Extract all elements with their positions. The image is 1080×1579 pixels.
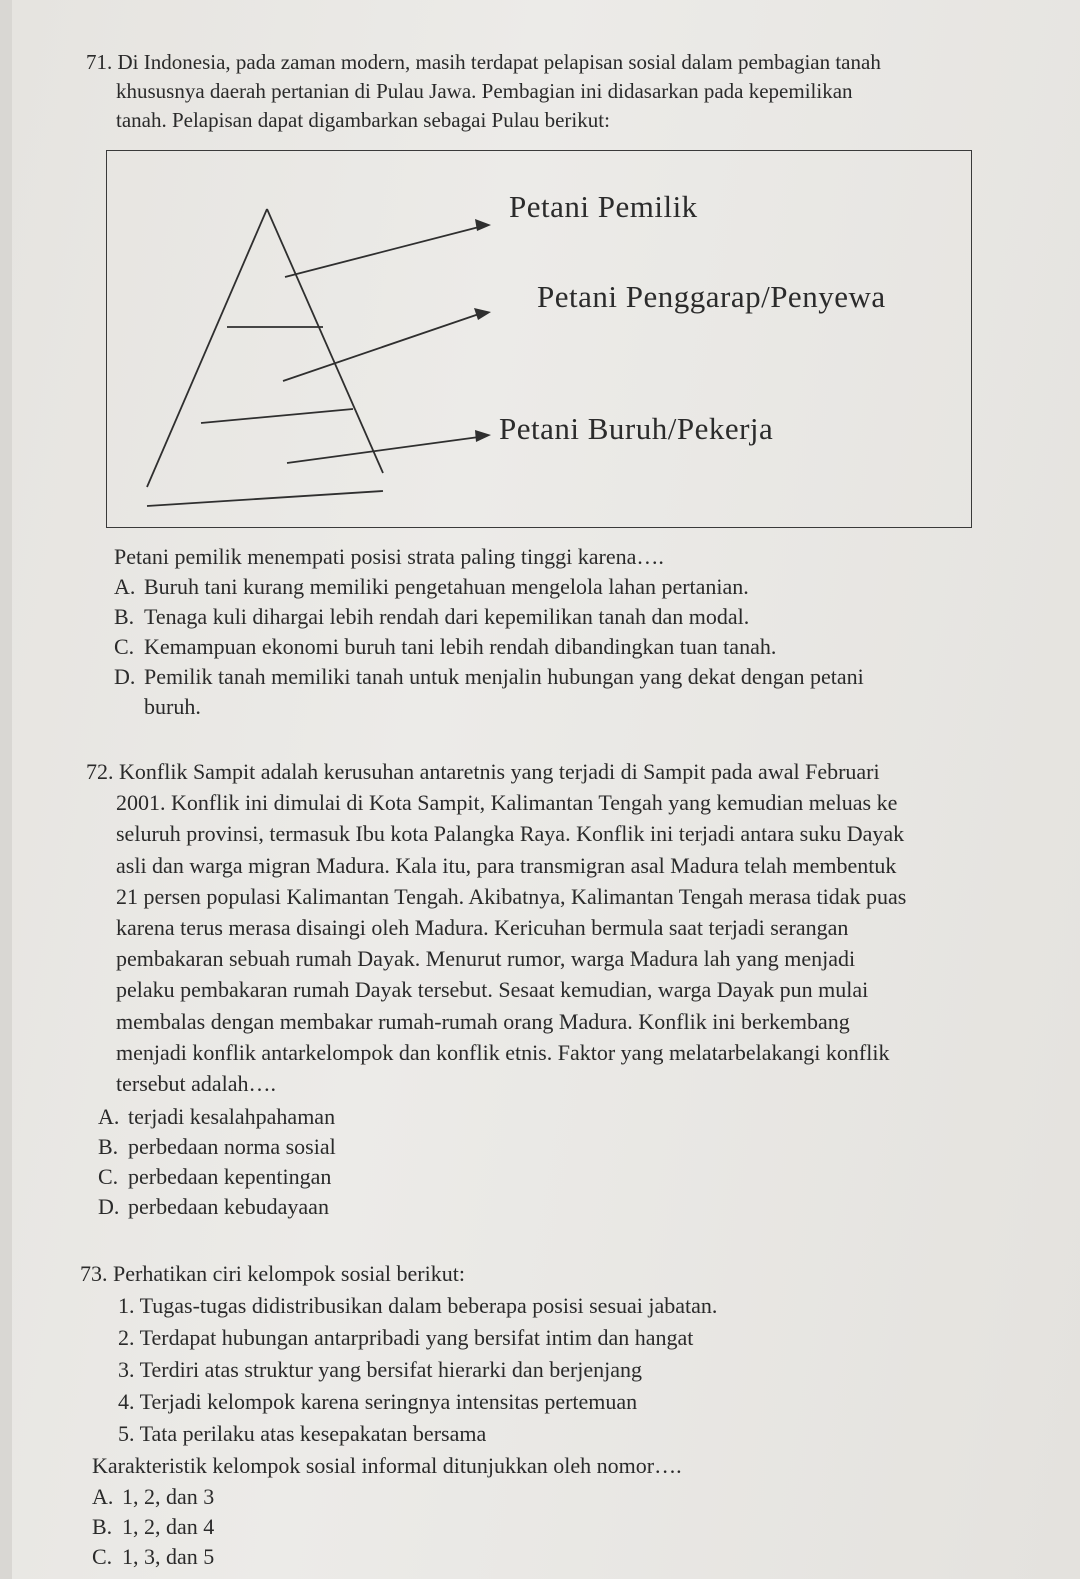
- q72-option-b[interactable]: [98, 1132, 336, 1162]
- q73-option-c[interactable]: [92, 1542, 717, 1572]
- q72-line: 72. Konflik Sampit adalah kerusuhan antaretnis yang terjadi di Sampit pada awal Februari: [86, 759, 880, 784]
- option-text: perbedaan kebudayaan: [128, 1194, 329, 1219]
- option-text: Buruh tani kurang memiliki pengetahuan mengelola lahan pertanian.: [144, 574, 749, 599]
- option-text: Kemampuan ekonomi buruh tani lebih rendah dibandingkan tuan tanah.: [144, 634, 777, 659]
- q71-stem: Petani pemilik menempati posisi strata paling tinggi karena….: [114, 544, 664, 569]
- option-letter: C.: [92, 1544, 113, 1569]
- question-72-passage: [86, 756, 906, 1099]
- q71-option-a[interactable]: [114, 572, 864, 602]
- q72-option-d[interactable]: [98, 1192, 336, 1222]
- q71-option-b[interactable]: [114, 602, 864, 632]
- q71-intro-line: 71. Di Indonesia, pada zaman modern, masih terdapat pelapisan sosial dalam pembagian tanah: [86, 50, 881, 74]
- q73-option-b[interactable]: [92, 1512, 717, 1542]
- layer-divider-lower: [201, 409, 353, 423]
- arrow-line-bottom: [287, 437, 479, 463]
- q73-item: 4. Terjadi kelompok karena seringnya intensitas pertemuan: [118, 1389, 638, 1414]
- arrow-line-middle: [283, 314, 479, 381]
- option-text-continued: buruh.: [144, 694, 201, 719]
- q72-line: 21 persen populasi Kalimantan Tengah. Akibatnya, Kalimantan Tengah merasa tidak puas: [116, 883, 907, 909]
- q72-line: menjadi konflik antarkelompok dan konflik etnis. Faktor yang melatarbelakangi konflik: [116, 1039, 890, 1065]
- pyramid-base: [147, 491, 383, 506]
- option-text: 1, 2, dan 3: [122, 1484, 215, 1509]
- q72-option-a[interactable]: [98, 1102, 336, 1132]
- q71-intro-line: tanah. Pelapisan dapat digambarkan sebagai Pulau berikut:: [116, 108, 610, 132]
- question-71-intro: [86, 48, 881, 135]
- option-text: perbedaan kepentingan: [128, 1164, 332, 1189]
- option-letter: D.: [98, 1194, 120, 1219]
- q72-line: asli dan warga migran Madura. Kala itu, para transmigran asal Madura telah membentuk: [116, 852, 897, 878]
- q71-intro-line: khususnya daerah pertanian di Pulau Jawa. Pembagian ini didasarkan pada kepemilikan: [116, 79, 853, 103]
- q72-line: karena terus merasa disaingi oleh Madura. Kericuhan bermula saat terjadi serangan: [116, 915, 849, 941]
- arrow-line-top: [285, 227, 479, 277]
- q73-item: 3. Terdiri atas struktur yang bersifat hierarki dan berjenjang: [118, 1357, 643, 1382]
- question-72-options: [98, 1102, 336, 1222]
- q72-line: pembakaran sebuah rumah Dayak. Menurut rumor, warga Madura lah yang menjadi: [116, 946, 856, 972]
- option-text: perbedaan norma sosial: [128, 1134, 336, 1159]
- q73-item: 5. Tata perilaku atas kesepakatan bersama: [118, 1421, 487, 1446]
- q72-line: pelaku pembakaran rumah Dayak tersebut. Sesaat kemudian, warga Dayak pun mulai: [116, 977, 869, 1003]
- arrowhead-middle: [474, 308, 491, 320]
- q71-option-c[interactable]: [114, 632, 864, 662]
- option-text: Tenaga kuli dihargai lebih rendah dari kepemilikan tanah dan modal.: [144, 604, 750, 629]
- q73-item: 1. Tugas-tugas didistribusikan dalam beberapa posisi sesuai jabatan.: [118, 1293, 718, 1318]
- option-letter: D.: [114, 664, 136, 689]
- option-letter: C.: [114, 634, 135, 659]
- q73-options: [80, 1482, 717, 1572]
- q73-title: 73. Perhatikan ciri kelompok sosial berikut:: [80, 1261, 465, 1286]
- q72-option-c[interactable]: [98, 1162, 336, 1192]
- option-letter: A.: [98, 1104, 120, 1129]
- option-letter: C.: [98, 1164, 119, 1189]
- level-label-owner: Petani Pemilik: [509, 189, 698, 224]
- question-73: [80, 1258, 717, 1572]
- q73-items: [80, 1290, 717, 1450]
- q72-line: seluruh provinsi, termasuk Ibu kota Palangka Raya. Konflik ini terjadi antara suku Dayak: [116, 821, 905, 847]
- stratification-diagram: [106, 150, 972, 528]
- option-text: terjadi kesalahpahaman: [128, 1104, 336, 1129]
- option-letter: A.: [92, 1484, 114, 1509]
- option-text: Pemilik tanah memiliki tanah untuk menjalin hubungan yang dekat dengan petani: [144, 664, 864, 689]
- q71-option-d[interactable]: [114, 662, 864, 722]
- arrowhead-top: [475, 219, 491, 231]
- q72-line: membalas dengan membakar rumah-rumah orang Madura. Konflik ini berkembang: [116, 1008, 850, 1034]
- question-71-body: [114, 542, 864, 722]
- q73-item: 2. Terdapat hubungan antarpribadi yang bersifat intim dan hangat: [118, 1325, 694, 1350]
- arrowhead-bottom: [475, 430, 491, 442]
- option-letter: B.: [92, 1514, 113, 1539]
- pyramid-right-edge: [267, 209, 383, 473]
- level-label-laborer: Petani Buruh/Pekerja: [499, 411, 774, 446]
- option-letter: B.: [114, 604, 135, 629]
- option-letter: B.: [98, 1134, 119, 1159]
- pyramid-left-edge: [147, 209, 267, 487]
- q72-line: 2001. Konflik ini dimulai di Kota Sampit, Kalimantan Tengah yang kemudian meluas ke: [116, 790, 898, 816]
- option-text: 1, 2, dan 4: [122, 1514, 215, 1539]
- q73-question: Karakteristik kelompok sosial informal ditunjukkan oleh nomor….: [92, 1453, 682, 1478]
- option-text: 1, 3, dan 5: [122, 1544, 215, 1569]
- q73-option-a[interactable]: [92, 1482, 717, 1512]
- level-label-tenant: Petani Penggarap/Penyewa: [537, 279, 886, 314]
- option-letter: A.: [114, 574, 136, 599]
- q72-line: tersebut adalah….: [116, 1071, 277, 1097]
